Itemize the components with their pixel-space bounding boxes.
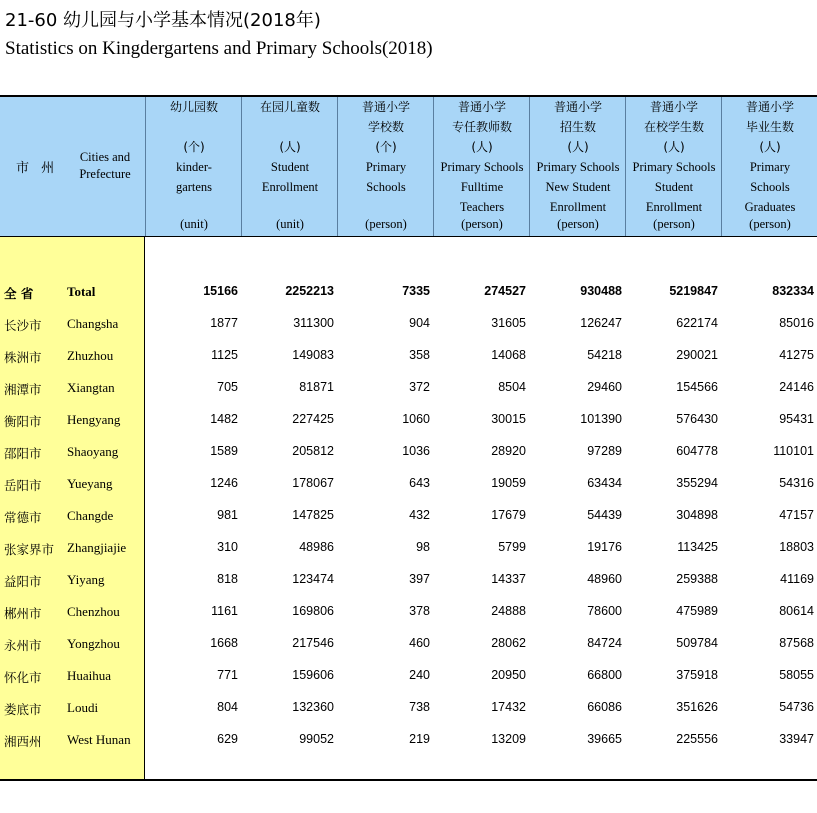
cell-value: 31605 [491, 316, 526, 330]
cell-value: 509784 [676, 636, 718, 650]
cell-value: 29460 [587, 380, 622, 394]
header-en1: Primary Schools [536, 160, 620, 174]
header-cn3: (人) [663, 140, 685, 154]
cell-value: 7335 [402, 284, 430, 298]
header-city-en-line1: Cities and [79, 150, 131, 164]
header-column-2 [241, 97, 338, 236]
cell-value: 101390 [580, 412, 622, 426]
cell-value: 169806 [292, 604, 334, 618]
city-name-cn: 怀化市 [4, 670, 42, 685]
header-en2: Fulltime [460, 180, 504, 194]
table-row [0, 500, 817, 532]
city-name-cn: 张家界市 [4, 542, 55, 557]
cell-value: 17679 [491, 508, 526, 522]
table-row-total [0, 276, 817, 308]
header-cn1: 普通小学 [457, 100, 506, 114]
cell-value: 24146 [779, 380, 814, 394]
header-cn1: 普通小学 [649, 100, 698, 114]
cell-value: 54736 [779, 700, 814, 714]
header-cn3: (个) [183, 140, 205, 154]
cell-value: 18803 [779, 540, 814, 554]
city-name-en: Yiyang [67, 572, 105, 587]
cell-value: 643 [409, 476, 430, 490]
cell-value: 804 [217, 700, 238, 714]
cell-value: 372 [409, 380, 430, 394]
header-en2: gartens [175, 180, 213, 194]
city-name-en: Total [67, 284, 96, 299]
cell-value: 19059 [491, 476, 526, 490]
city-name-en: Chenzhou [67, 604, 120, 619]
cell-value: 41275 [779, 348, 814, 362]
table-row [0, 372, 817, 404]
cell-value: 84724 [587, 636, 622, 650]
cell-value: 1125 [211, 348, 238, 362]
header-cn2: 学校数 [367, 120, 404, 134]
cell-value: 66800 [587, 668, 622, 682]
cell-value: 355294 [676, 476, 718, 490]
table-row [0, 724, 817, 756]
cell-value: 123474 [292, 572, 334, 586]
cell-value: 178067 [292, 476, 334, 490]
city-name-cn: 株洲市 [4, 350, 42, 365]
city-name-en: Zhuzhou [67, 348, 114, 363]
cell-value: 147825 [292, 508, 334, 522]
table-bottom-rule [0, 779, 817, 781]
city-name-cn: 长沙市 [4, 318, 42, 333]
header-cn3: (人) [759, 140, 781, 154]
cell-value: 1060 [402, 412, 430, 426]
table-row [0, 628, 817, 660]
cell-value: 304898 [676, 508, 718, 522]
cell-value: 85016 [779, 316, 814, 330]
header-cn2: 毕业生数 [745, 120, 794, 134]
city-name-cn: 全 省 [4, 286, 34, 301]
header-cn1: 普通小学 [361, 100, 410, 114]
header-city-en-line2: Prefecture [79, 167, 131, 181]
cell-value: 39665 [587, 732, 622, 746]
header-en2: Schools [366, 180, 406, 194]
header-en3: Enrollment [645, 200, 703, 214]
city-name-en: Yongzhou [67, 636, 120, 651]
cell-value: 15166 [203, 284, 238, 298]
cell-value: 80614 [779, 604, 814, 618]
header-cn1: 普通小学 [745, 100, 794, 114]
cell-value: 2252213 [285, 284, 334, 298]
header-column-7 [721, 97, 817, 236]
city-name-en: Hengyang [67, 412, 121, 427]
cell-value: 81871 [299, 380, 334, 394]
cell-value: 149083 [292, 348, 334, 362]
city-name-en: Zhangjiajie [67, 540, 127, 555]
city-name-cn: 郴州市 [4, 606, 42, 621]
cell-value: 375918 [676, 668, 718, 682]
header-cn1: 在园儿童数 [259, 100, 320, 114]
cell-value: 20950 [491, 668, 526, 682]
cell-value: 5219847 [669, 284, 718, 298]
header-unit: (person) [557, 217, 599, 231]
header-en3: Graduates [744, 200, 796, 214]
cell-value: 19176 [587, 540, 622, 554]
header-column-5 [529, 97, 626, 236]
cell-value: 378 [409, 604, 430, 618]
cell-value: 48960 [587, 572, 622, 586]
cell-value: 28062 [491, 636, 526, 650]
cell-value: 98 [416, 540, 430, 554]
city-name-en: Loudi [67, 700, 99, 715]
header-cn3: (人) [279, 140, 301, 154]
header-column-1 [145, 97, 242, 236]
cell-value: 78600 [587, 604, 622, 618]
table-row [0, 340, 817, 372]
cell-value: 14068 [491, 348, 526, 362]
header-cn1: 普通小学 [553, 100, 602, 114]
cell-value: 475989 [676, 604, 718, 618]
header-cn3: (个) [375, 140, 397, 154]
cell-value: 47157 [779, 508, 814, 522]
cell-value: 311300 [293, 316, 334, 330]
cell-value: 113425 [677, 540, 718, 554]
cell-value: 1668 [210, 636, 238, 650]
cell-value: 622174 [676, 316, 718, 330]
cell-value: 66086 [587, 700, 622, 714]
cell-value: 87568 [779, 636, 814, 650]
cell-value: 17432 [491, 700, 526, 714]
cell-value: 705 [217, 380, 238, 394]
cell-value: 95431 [779, 412, 814, 426]
cell-value: 629 [217, 732, 238, 746]
header-en1: Primary [365, 160, 407, 174]
header-cn2: 在校学生数 [643, 120, 704, 134]
city-name-cn: 衡阳市 [4, 414, 42, 429]
city-name-cn: 湘西州 [4, 734, 42, 749]
cell-value: 225556 [676, 732, 718, 746]
cell-value: 240 [409, 668, 430, 682]
city-name-en: Shaoyang [67, 444, 119, 459]
cell-value: 310 [217, 540, 238, 554]
cell-value: 14337 [491, 572, 526, 586]
cell-value: 217546 [292, 636, 334, 650]
page-title-cn: 21-60 幼儿园与小学基本情况(2018年) [5, 10, 321, 31]
cell-value: 132360 [292, 700, 334, 714]
header-en3: Enrollment [549, 200, 607, 214]
cell-value: 904 [409, 316, 430, 330]
header-column-6 [625, 97, 722, 236]
cell-value: 290021 [676, 348, 718, 362]
cell-value: 1246 [210, 476, 238, 490]
cell-value: 259388 [676, 572, 718, 586]
cell-value: 1589 [210, 444, 238, 458]
cell-value: 54218 [587, 348, 622, 362]
cell-value: 771 [217, 668, 238, 682]
cell-value: 818 [217, 572, 238, 586]
cell-value: 397 [409, 572, 430, 586]
header-en1: Student [270, 160, 310, 174]
cell-value: 981 [217, 508, 238, 522]
city-name-cn: 永州市 [4, 638, 42, 653]
page-title-en: Statistics on Kingdergartens and Primary Schools(2018) [5, 38, 433, 59]
table-row [0, 692, 817, 724]
cell-value: 1482 [210, 412, 238, 426]
cell-value: 1877 [210, 316, 238, 330]
header-en1: kinder- [176, 160, 212, 174]
cell-value: 48986 [299, 540, 334, 554]
header-cn1: 幼儿园数 [169, 100, 218, 114]
cell-value: 54439 [587, 508, 622, 522]
city-name-en: Changde [67, 508, 114, 523]
cell-value: 159606 [292, 668, 334, 682]
cell-value: 13209 [491, 732, 526, 746]
table-row [0, 660, 817, 692]
header-city-cn: 市 州 [16, 161, 59, 176]
city-name-en: Yueyang [67, 476, 113, 491]
cell-value: 832334 [772, 284, 814, 298]
cell-value: 576430 [676, 412, 718, 426]
table-row [0, 532, 817, 564]
cell-value: 5799 [498, 540, 526, 554]
city-name-cn: 湘潭市 [4, 382, 42, 397]
header-en2: Schools [750, 180, 790, 194]
header-unit: (unit) [180, 217, 208, 231]
cell-value: 97289 [587, 444, 622, 458]
city-name-cn: 岳阳市 [4, 478, 42, 493]
table-row [0, 308, 817, 340]
table-row [0, 404, 817, 436]
cell-value: 24888 [491, 604, 526, 618]
cell-value: 219 [409, 732, 430, 746]
header-cn2: 招生数 [559, 120, 596, 134]
cell-value: 930488 [580, 284, 622, 298]
table-row [0, 468, 817, 500]
cell-value: 30015 [491, 412, 526, 426]
header-cn2: 专任教师数 [451, 120, 512, 134]
city-name-cn: 常德市 [4, 510, 42, 525]
cell-value: 1161 [211, 604, 238, 618]
header-unit: (person) [749, 217, 791, 231]
header-cn2 [242, 117, 338, 137]
cell-value: 227425 [292, 412, 334, 426]
cell-value: 41169 [780, 572, 814, 586]
header-en1: Primary Schools [440, 160, 524, 174]
cell-value: 63434 [587, 476, 622, 490]
header-city-en [70, 149, 140, 183]
city-name-cn: 邵阳市 [4, 446, 42, 461]
header-unit: (person) [461, 217, 503, 231]
table-row [0, 436, 817, 468]
header-unit: (unit) [276, 217, 304, 231]
cell-value: 604778 [676, 444, 718, 458]
header-en2: New Student [545, 180, 611, 194]
cell-value: 28920 [491, 444, 526, 458]
city-name-en: Xiangtan [67, 380, 115, 395]
cell-value: 358 [409, 348, 430, 362]
header-en1: Primary [749, 160, 791, 174]
cell-value: 110101 [773, 444, 814, 458]
header-en2: Student [654, 180, 694, 194]
header-en2: Enrollment [261, 180, 319, 194]
cell-value: 738 [409, 700, 430, 714]
cell-value: 205812 [292, 444, 334, 458]
city-name-en: Huaihua [67, 668, 112, 683]
cell-value: 58055 [779, 668, 814, 682]
header-en3: Teachers [459, 200, 505, 214]
cell-value: 33947 [779, 732, 814, 746]
header-unit: (person) [653, 217, 695, 231]
table-row [0, 596, 817, 628]
cell-value: 1036 [402, 444, 430, 458]
cell-value: 8504 [498, 380, 526, 394]
cell-value: 351626 [676, 700, 718, 714]
cell-value: 99052 [299, 732, 334, 746]
header-en1: Primary Schools [632, 160, 716, 174]
city-name-cn: 娄底市 [4, 702, 42, 717]
header-column-4 [433, 97, 530, 236]
cell-value: 126247 [580, 316, 622, 330]
cell-value: 460 [409, 636, 430, 650]
city-name-en: Changsha [67, 316, 119, 331]
header-city-column [0, 97, 145, 236]
city-name-cn: 益阳市 [4, 574, 42, 589]
header-column-3 [337, 97, 434, 236]
table-row [0, 564, 817, 596]
cell-value: 432 [409, 508, 430, 522]
header-cn3: (人) [471, 140, 493, 154]
header-unit: (person) [365, 217, 407, 231]
cell-value: 274527 [484, 284, 526, 298]
cell-value: 154566 [676, 380, 718, 394]
city-name-en: West Hunan [67, 732, 131, 747]
header-cn2 [146, 117, 242, 137]
cell-value: 54316 [779, 476, 814, 490]
header-cn3: (人) [567, 140, 589, 154]
